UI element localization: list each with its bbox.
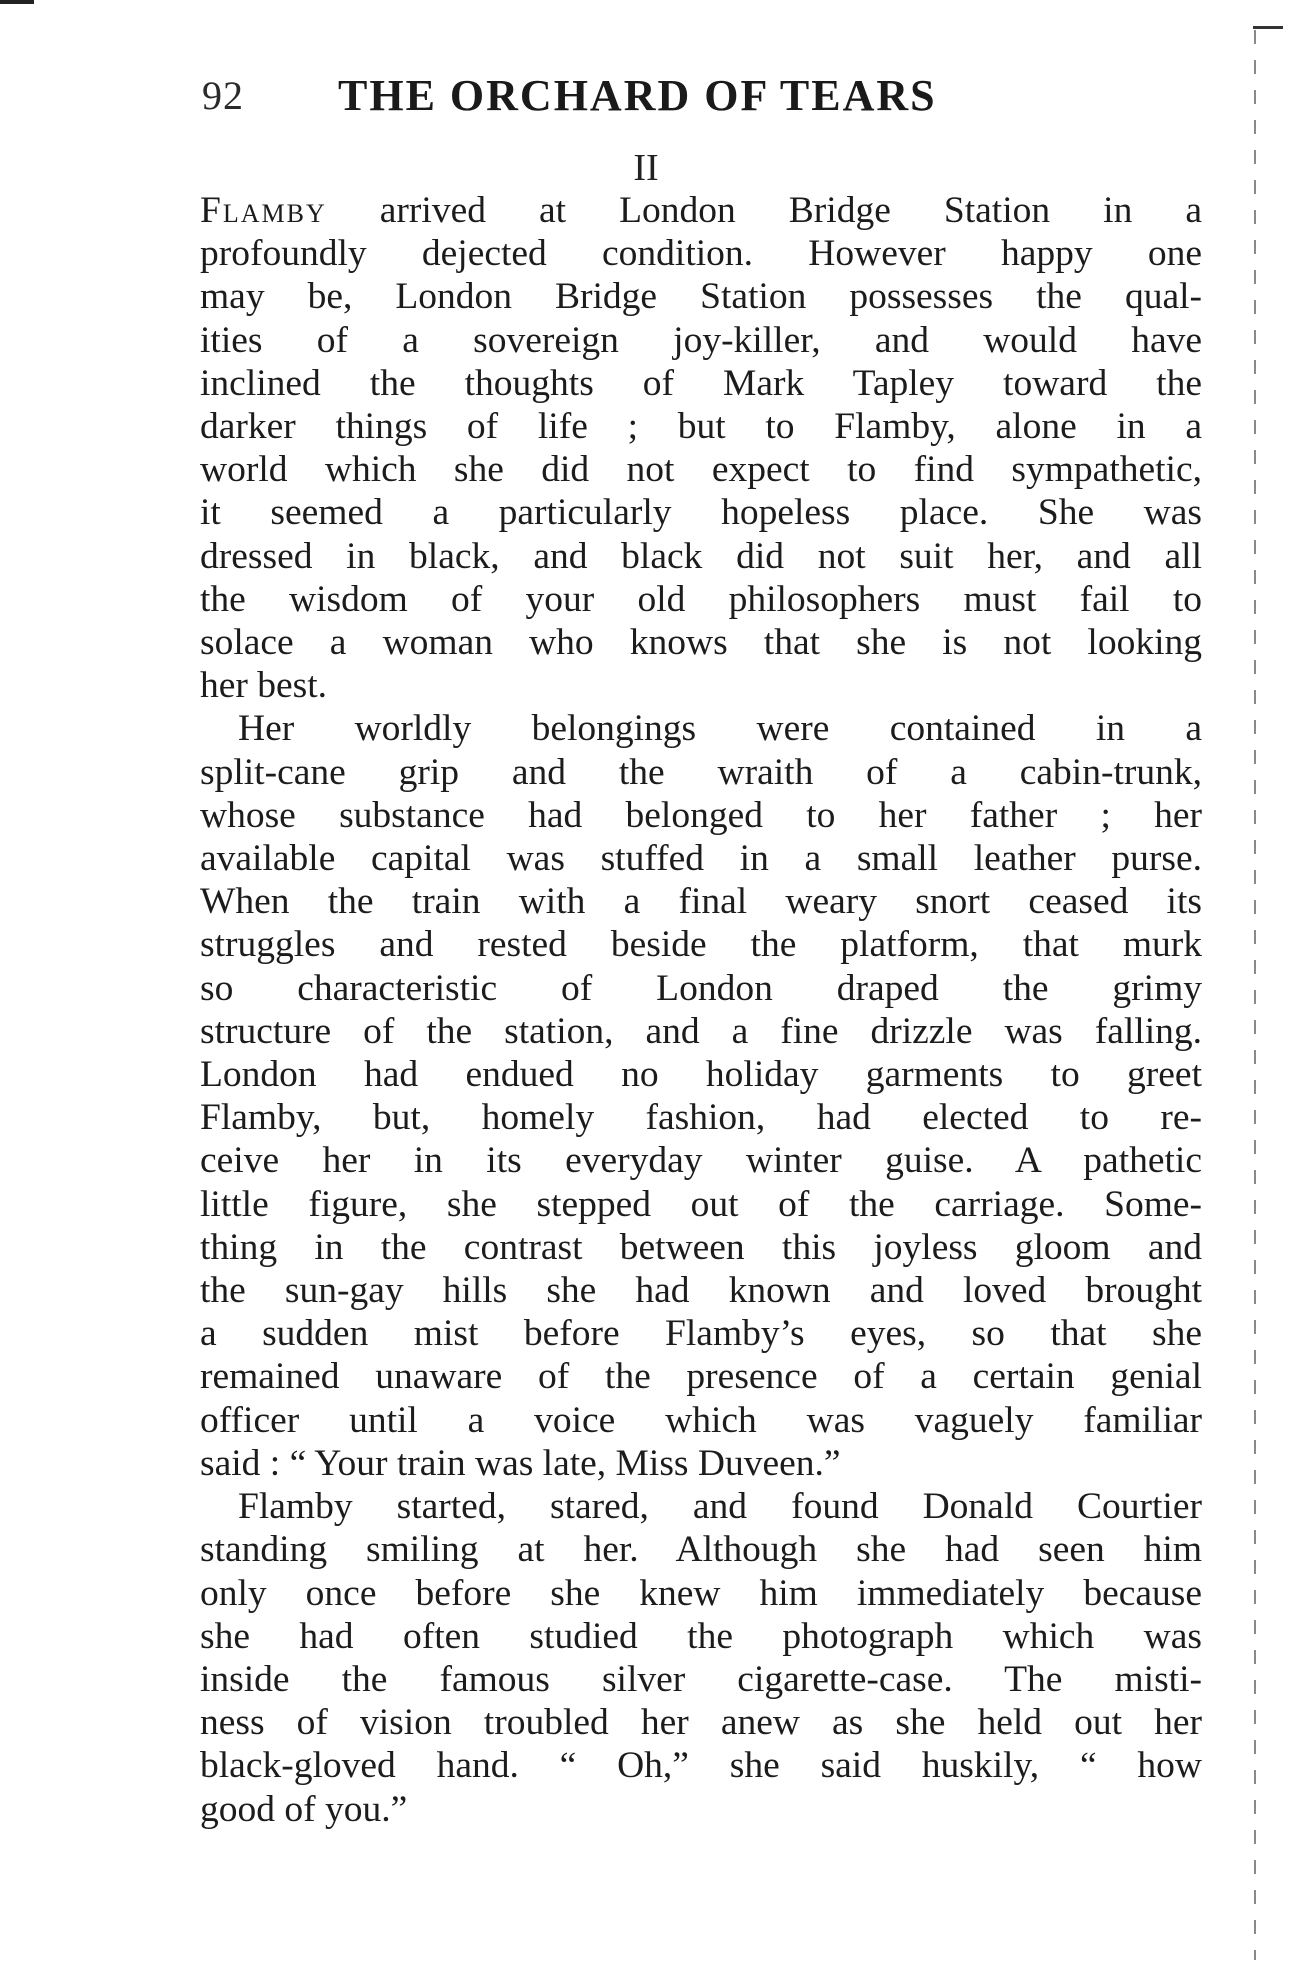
paragraph [200, 189, 1202, 707]
text-line: ness of vision troubled her anew as she held out her [200, 1702, 1202, 1744]
text-line: Her worldly belongings were contained in a [238, 708, 1202, 750]
text-line: a sudden mist before Flamby’s eyes, so that she [200, 1313, 1202, 1355]
text-line: ceive her in its everyday winter guise. A pathetic [200, 1140, 1202, 1182]
page-edge-line [1254, 30, 1256, 1960]
text-line: Flamby started, stared, and found Donald Courtier [238, 1486, 1202, 1528]
text-line: so characteristic of London draped the grimy [200, 967, 1202, 1009]
text-line: struggles and rested beside the platform, that murk [200, 924, 1202, 966]
text-line: may be, London Bridge Station possesses the qual- [200, 276, 1202, 318]
text-line: standing smiling at her. Although she had seen him [200, 1529, 1202, 1571]
text-line: Flamby arrived at London Bridge Station in a [200, 190, 1202, 231]
text-line: ities of a sovereign joy-killer, and would have [200, 319, 1202, 361]
text-line: When the train with a final weary snort ceased its [200, 881, 1202, 923]
text-line: whose substance had belonged to her father ; her [200, 794, 1202, 836]
text-line: available capital was stuffed in a small leather purse. [200, 838, 1202, 880]
text-line: it seemed a particularly hopeless place. She was [200, 492, 1202, 534]
text-line: her best. [200, 665, 328, 707]
text-line: Flamby, but, homely fashion, had elected to re- [200, 1097, 1202, 1139]
page-number: 92 [202, 73, 244, 118]
lead-word: Flamby [200, 190, 327, 231]
text-line: only once before she knew him immediately because [200, 1572, 1202, 1614]
text-line: structure of the station, and a fine drizzle was falling. [200, 1010, 1202, 1052]
text-line: black-gloved hand. “ Oh,” she said huskily, “ how [200, 1745, 1202, 1787]
scan-corner-mark [0, 0, 34, 4]
text-line: profoundly dejected condition. However happy one [200, 233, 1202, 275]
text-line: little figure, she stepped out of the carriage. Some- [200, 1183, 1202, 1225]
scan-edge-mark [1253, 26, 1283, 29]
text-line: inside the famous silver cigarette-case. The misti- [200, 1658, 1202, 1700]
text-line: inclined the thoughts of Mark Tapley toward the [200, 362, 1202, 404]
paragraph [200, 1485, 1202, 1831]
page-header [202, 70, 1082, 130]
text-line: remained unaware of the presence of a certain genial [200, 1356, 1202, 1398]
text-line: she had often studied the photograph which was [200, 1615, 1202, 1657]
text-line: dressed in black, and black did not suit her, and all [200, 535, 1202, 577]
running-title: THE ORCHARD OF TEARS [338, 71, 937, 120]
text-line: the wisdom of your old philosophers must fail to [200, 578, 1202, 620]
text-line: split-cane grip and the wraith of a cabin-trunk, [200, 751, 1202, 793]
body-text [200, 189, 1202, 1831]
text-line: said : “ Your train was late, Miss Duveen.” [200, 1442, 841, 1484]
text-line: good of you.” [200, 1788, 408, 1830]
section-number: II [633, 147, 659, 189]
text-line: world which she did not expect to find sympathetic, [200, 449, 1202, 491]
text-line: solace a woman who knows that she is not looking [200, 622, 1202, 664]
text-line: London had endued no holiday garments to greet [200, 1054, 1202, 1096]
text-line: the sun-gay hills she had known and loved brought [200, 1270, 1202, 1312]
text-line: darker things of life ; but to Flamby, alone in a [200, 406, 1202, 448]
text-line: officer until a voice which was vaguely familiar [200, 1399, 1202, 1441]
text-line: thing in the contrast between this joyless gloom and [200, 1226, 1202, 1268]
paragraph [200, 707, 1202, 1485]
